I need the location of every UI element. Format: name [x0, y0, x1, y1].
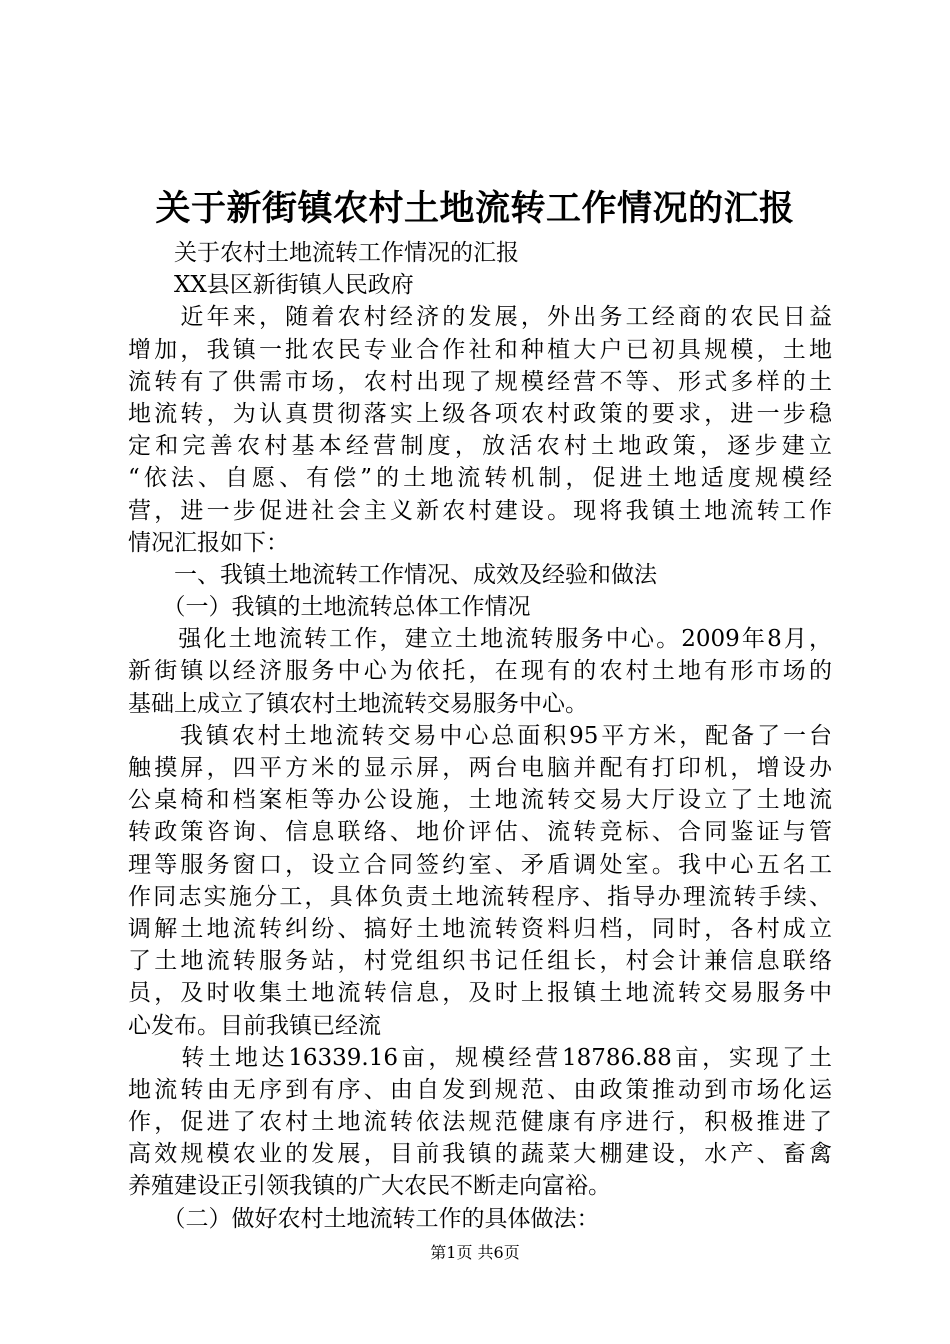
body-text-line: 养殖建设正引领我镇的广大农民不断走向富裕。 [128, 1173, 611, 1200]
body-text-line: （一）我镇的土地流转总体工作情况 [128, 594, 531, 621]
body-text-line: 营，进一步促进社会主义新农村建设。现将我镇土地流转工作 [128, 497, 832, 524]
document-title: 关于新街镇农村土地流转工作情况的汇报 [155, 188, 795, 229]
body-text-line: （二）做好农村土地流转工作的具体做法： [128, 1205, 600, 1232]
body-text-line: 强化土地流转工作，建立土地流转服务中心。2009年8月， [128, 626, 832, 653]
body-text-line: XX县区新街镇人民政府 [128, 272, 414, 299]
body-text-line: 地流转，为认真贯彻落实上级各项农村政策的要求，进一步稳 [128, 400, 832, 427]
body-text-line: 转土地达16339.16亩，规模经营18786.88亩，实现了土 [128, 1044, 832, 1071]
body-text-line: 作，促进了农村土地流转依法规范健康有序进行，积极推进了 [128, 1109, 832, 1136]
page-footer: 第1页 共6页 [430, 1243, 520, 1262]
body-text-line: 定和完善农村基本经营制度，放活农村土地政策，逐步建立 [128, 433, 832, 460]
body-text-line: 公桌椅和档案柜等办公设施，土地流转交易大厅设立了土地流 [128, 787, 832, 814]
body-text-line: 员，及时收集土地流转信息，及时上报镇土地流转交易服务中 [128, 980, 832, 1007]
body-text-line: 地流转由无序到有序、由自发到规范、由政策推动到市场化运 [128, 1076, 832, 1103]
body-text-line: 理等服务窗口，设立合同签约室、矛盾调处室。我中心五名工 [128, 851, 832, 878]
body-text-line: 新街镇以经济服务中心为依托，在现有的农村土地有形市场的 [128, 658, 832, 685]
body-text-line: 了土地流转服务站，村党组织书记任组长，村会计兼信息联络 [128, 948, 832, 975]
body-text-line: 调解土地流转纠纷、搞好土地流转资料归档，同时，各村成立 [128, 915, 832, 942]
body-text-line: 关于农村土地流转工作情况的汇报 [128, 240, 519, 266]
body-text-line: 心发布。目前我镇已经流 [128, 1012, 381, 1039]
body-text-line: 我镇农村土地流转交易中心总面积95平方米，配备了一台 [128, 722, 832, 749]
body-text-line: 作同志实施分工，具体负责土地流转程序、指导办理流转手续、 [128, 883, 832, 910]
body-text-line: “依法、自愿、有偿”的土地流转机制，促进土地适度规模经 [128, 465, 832, 492]
body-text-line: 转政策咨询、信息联络、地价评估、流转竞标、合同鉴证与管 [128, 819, 832, 846]
body-text-line: 一、我镇土地流转工作情况、成效及经验和做法 [128, 561, 657, 588]
body-text-line: 情况汇报如下： [128, 529, 289, 556]
document-body [128, 237, 832, 1235]
body-text-line: 流转有了供需市场，农村出现了规模经营不等、形式多样的土 [128, 368, 832, 395]
body-text-line: 高效规模农业的发展，目前我镇的蔬菜大棚建设，水产、畜禽 [128, 1141, 832, 1168]
body-text-line: 近年来，随着农村经济的发展，外出务工经商的农民日益 [128, 304, 832, 331]
body-text-line: 基础上成立了镇农村土地流转交易服务中心。 [128, 690, 588, 717]
body-text-line: 触摸屏，四平方米的显示屏，两台电脑并配有打印机，增设办 [128, 755, 832, 781]
body-text-line: 增加，我镇一批农民专业合作社和种植大户已初具规模，土地 [128, 336, 832, 363]
